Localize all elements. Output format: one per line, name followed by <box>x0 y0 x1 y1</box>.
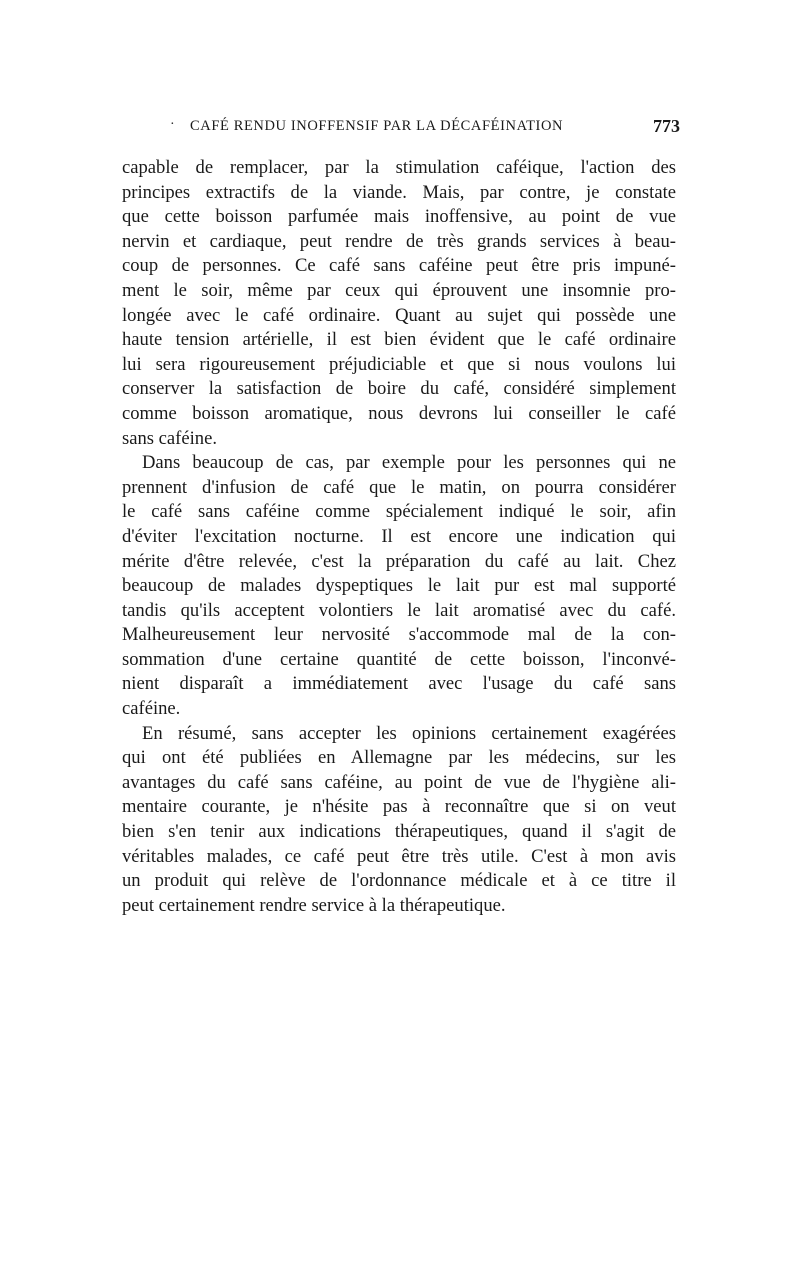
text-line: nient disparaît a immédiatement avec l'usage du café sans <box>122 673 676 695</box>
text-line: mérite d'être relevée, c'est la préparation du café au lait. Chez <box>122 550 676 572</box>
text-line: sommation d'une certaine quantité de cette boisson, l'inconvé- <box>122 648 676 670</box>
text-line: qui ont été publiées en Allemagne par les médecins, sur les <box>122 747 676 769</box>
text-line: beaucoup de malades dyspeptiques le lait pur est mal supporté <box>122 575 676 597</box>
text-line: un produit qui relève de l'ordonnance médicale et à ce titre il <box>122 870 676 892</box>
text-line: le café sans caféine comme spécialement indiqué le soir, afin <box>122 501 676 523</box>
text-line: Dans beaucoup de cas, par exemple pour les personnes qui ne <box>142 452 676 474</box>
text-line: conserver la satisfaction de boire du café, considéré simplement <box>122 378 676 400</box>
text-line: peut certainement rendre service à la thérapeutique. <box>122 894 506 916</box>
text-line: tandis qu'ils acceptent volontiers le lait aromatisé avec du café. <box>122 599 676 621</box>
text-line: d'éviter l'excitation nocturne. Il est encore une indication qui <box>122 525 676 547</box>
text-line: capable de remplacer, par la stimulation caféique, l'action des <box>122 157 676 178</box>
text-line: véritables malades, ce café peut être très utile. C'est à mon avis <box>122 845 676 867</box>
header-title: CAFÉ RENDU INOFFENSIF PAR LA DÉCAFÉINATION <box>190 118 564 134</box>
text-line: coup de personnes. Ce café sans caféine peut être pris impuné- <box>122 255 676 277</box>
text-line: comme boisson aromatique, nous devrons lui conseiller le café <box>122 402 676 424</box>
text-line: bien s'en tenir aux indications thérapeutiques, quand il s'agit de <box>122 821 676 843</box>
text-line: lui sera rigoureusement préjudiciable et que si nous voulons lui <box>122 353 676 375</box>
text-line: En résumé, sans accepter les opinions certainement exagérées <box>142 722 676 744</box>
text-line: que cette boisson parfumée mais inoffensive, au point de vue <box>122 206 676 228</box>
text-line: nervin et cardiaque, peut rendre de très grands services à beau- <box>122 230 676 252</box>
text-line: Malheureusement leur nervosité s'accommode mal de la con- <box>122 624 676 646</box>
page-number: 773 <box>653 116 680 136</box>
text-line: caféine. <box>122 698 181 720</box>
text-line: principes extractifs de la viande. Mais, par contre, je constate <box>122 181 676 203</box>
header-marker: · <box>170 117 175 132</box>
text-line: longée avec le café ordinaire. Quant au sujet qui possède une <box>122 304 676 326</box>
body-text <box>122 156 676 918</box>
text-line: mentaire courante, je n'hésite pas à reconnaître que si on veut <box>122 796 676 818</box>
text-line: avantages du café sans caféine, au point de vue de l'hygiène ali- <box>122 771 676 793</box>
running-head <box>170 117 680 139</box>
text-line: ment le soir, même par ceux qui éprouvent une insomnie pro- <box>122 279 676 301</box>
text-line: prennent d'infusion de café que le matin, on pourra considérer <box>122 476 676 498</box>
text-line: sans caféine. <box>122 427 217 449</box>
text-line: haute tension artérielle, il est bien évident que le café ordinaire <box>122 329 676 351</box>
